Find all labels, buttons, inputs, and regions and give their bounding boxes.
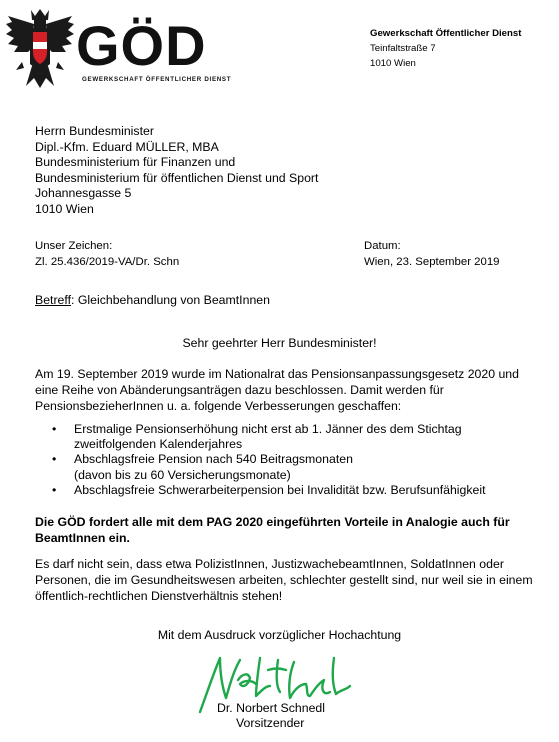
date-block (364, 239, 500, 270)
recipient-line: Bundesministerium für Finanzen und (35, 155, 236, 170)
goed-logo (4, 8, 240, 90)
demand-paragraph: Die GÖD fordert alle mit dem PAG 2020 eingeführten Vorteile in Analogie auch für BeamtInnen ein. (35, 515, 510, 545)
list-item-line: zweitfolgenden Kalenderjahres (74, 437, 243, 452)
subject-text: : Gleichbehandlung von BeamtInnen (71, 293, 270, 307)
date-label: Datum: (364, 240, 401, 252)
recipient-line: 1010 Wien (35, 201, 94, 216)
sender-street: Teinfaltstraße 7 (370, 43, 436, 54)
list-item (35, 452, 535, 482)
signatory-name: Dr. Norbert Schnedl (217, 701, 325, 715)
signatory-title: Vorsitzender (236, 716, 305, 730)
salutation: Sehr geehrter Herr Bundesminister! (182, 336, 377, 350)
recipient-line: Bundesministerium für öffentlichen Dienst und Sport (35, 170, 319, 185)
recipient-line: Dipl.-Kfm. Eduard MÜLLER, MBA (35, 139, 219, 154)
eagle-emblem-icon (4, 8, 76, 90)
list-item-line: • Abschlagsfreie Pension nach 540 Beitragsmonaten (74, 452, 353, 467)
reference-label: Unser Zeichen: (35, 240, 113, 252)
recipient-line: Johannesgasse 5 (35, 186, 132, 201)
logo-subtitle: GEWERKSCHAFT ÖFFENTLICHER DIENST (82, 76, 232, 83)
list-item-line: • Erstmalige Pensionserhöhung nicht erst ab 1. Jänner des dem Stichtag (74, 422, 462, 436)
reference-block (35, 239, 179, 270)
sender-address (370, 26, 521, 71)
sender-org-name: Gewerkschaft Öffentlicher Dienst (370, 28, 522, 39)
list-item (35, 483, 535, 498)
date-value: Wien, 23. September 2019 (364, 255, 500, 268)
list-item-line: (davon bis zu 60 Versicherungsmonate) (74, 467, 291, 482)
intro-paragraph: Am 19. September 2019 wurde im Nationalrat das Pensionsanpassungsgesetz 2020 und eine Reihe von Abänderungsanträgen dazu beschlossen. Damit werden für PensionsbezieherInnen u. a. folgende Verbesserungen geschaffen: (35, 367, 519, 413)
list-item-line: • Abschlagsfreie Schwerarbeiterpension bei Invalidität bzw. Berufsunfähigkeit (74, 482, 486, 497)
improvements-list (35, 422, 535, 498)
recipient-address (35, 124, 318, 218)
logo-wordmark: GÖD (76, 14, 207, 77)
closing-greeting: Mit dem Ausdruck vorzüglicher Hochachtung (157, 628, 402, 642)
sender-city: 1010 Wien (370, 58, 416, 69)
subject-line (35, 293, 270, 308)
subject-label: Betreff (35, 293, 72, 307)
closing-paragraph: Es darf nicht sein, dass etwa PolizistInnen, JustizwachebeamtInnen, SoldatInnen oder Personen, die im Gesundheitswesen arbeiten, schlechter gestellt sind, nur weil sie in einem öffentlich-rechtlichen Dienstverhältnis stehen! (35, 557, 533, 603)
reference-value: Zl. 25.436/2019-VA/Dr. Schn (35, 255, 180, 268)
recipient-line: Herrn Bundesminister (35, 124, 154, 138)
list-item (35, 422, 535, 452)
